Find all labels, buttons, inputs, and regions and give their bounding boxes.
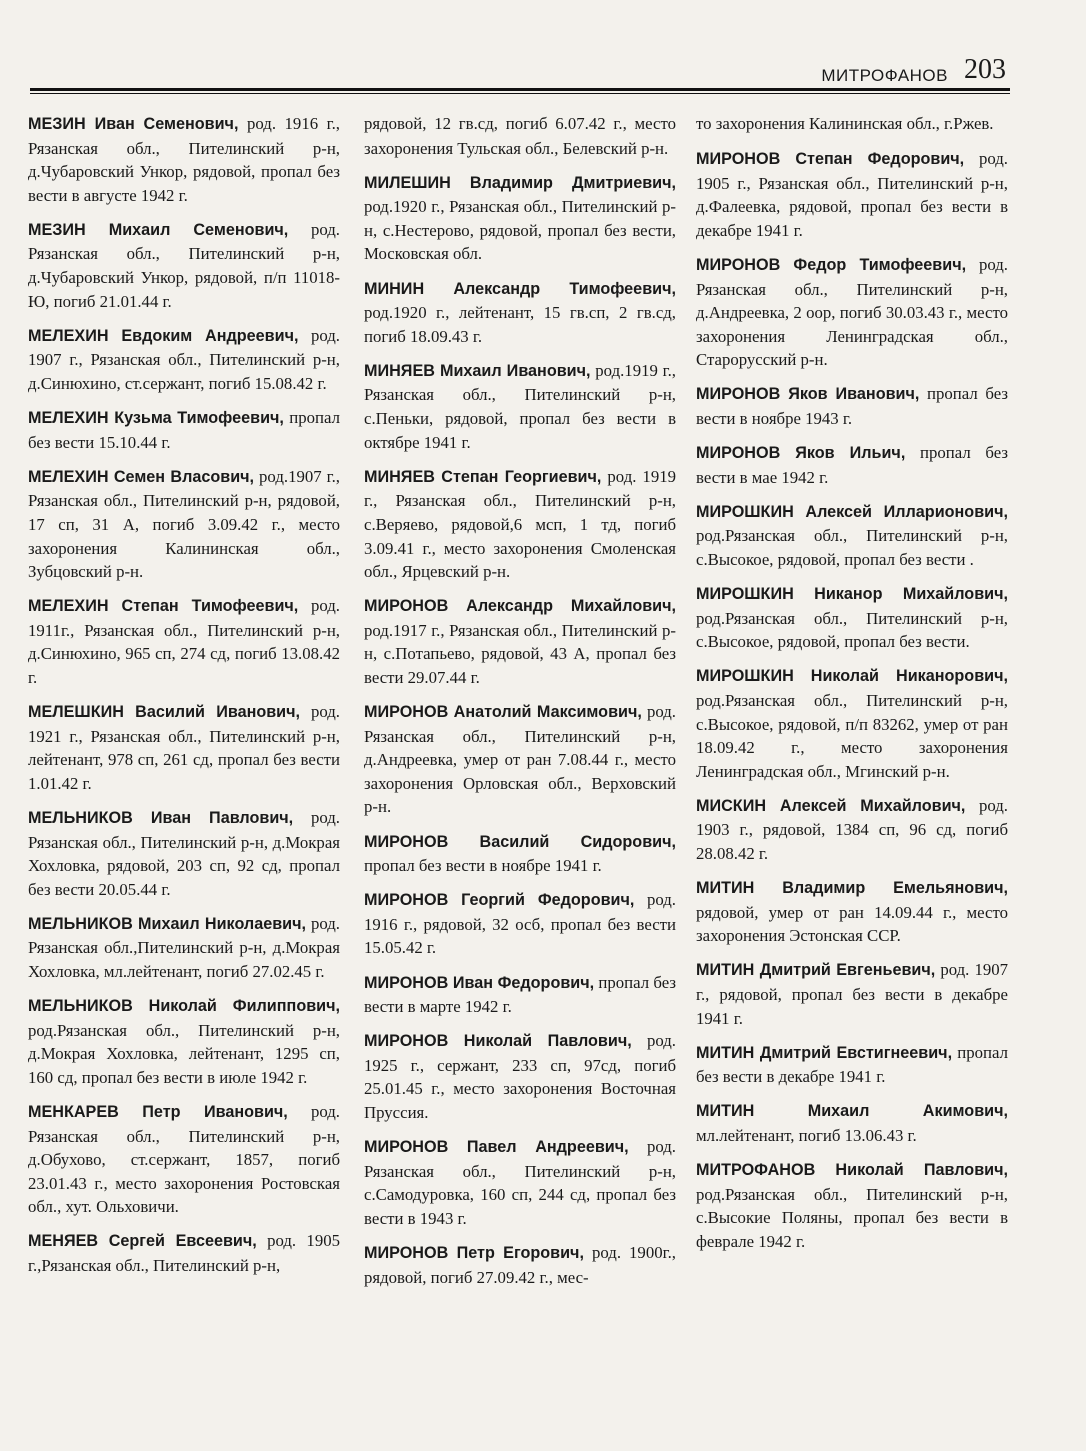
- column-1: [28, 112, 340, 1288]
- entry-text: род. Рязанская обл., Пителинский р-н, д.Андреевка, 2 оор, погиб 30.03.43 г., место захоронения Ленинградская обл., Старорусский р-н.: [696, 254, 1008, 370]
- entry: [364, 830, 676, 878]
- entry: [696, 794, 1008, 866]
- entry-name: МИНЯЕВ Михаил Иванович,: [364, 361, 591, 380]
- entry-name: МИРОНОВ Петр Егорович,: [364, 1243, 584, 1262]
- entry-text: род.1917 г., Рязанская обл., Пителинский р-н, с.Потапьево, рядовой, 43 А, пропал без вести 29.07.44 г.: [364, 620, 676, 687]
- entry-name: МИРОНОВ Анатолий Максимович,: [364, 703, 642, 722]
- entry-name: МЕЛЕХИН Семен Власович,: [28, 467, 255, 486]
- entry-name: МИРОНОВ Александр Михайлович,: [364, 597, 676, 616]
- entry: [696, 958, 1008, 1030]
- entry-name: МИТИН Дмитрий Евгеньевич,: [696, 961, 936, 980]
- entry: [364, 1241, 676, 1289]
- entry: [364, 594, 676, 689]
- page-number: 203: [964, 54, 1006, 85]
- entry: [28, 912, 340, 984]
- entry-text: род.Рязанская обл., Пителинский р-н, с.Высокое, рядовой, пропал без вести.: [696, 608, 1008, 652]
- entry: [696, 1099, 1008, 1147]
- entry-name: МИТИН Дмитрий Евстигнеевич,: [696, 1043, 953, 1062]
- entry: [364, 700, 676, 819]
- entry-text: мл.лейтенант, погиб 13.06.43 г.: [696, 1125, 917, 1145]
- entry: [364, 465, 676, 584]
- entry-text: род. 1905 г.,Рязанская обл., Пителинский р-н,: [28, 1231, 340, 1276]
- entry-name: МИРОНОВ Василий Сидорович,: [364, 832, 676, 851]
- entry-name: МЕЗИН Иван Семенович,: [28, 115, 239, 133]
- entry-name: МИРОНОВ Яков Иванович,: [696, 385, 920, 404]
- entry-text: род. Рязанская обл., Пителинский р-н, д.Чубаровский Ункор, рядовой, п/п 11018-Ю, погиб 21.01.44 г.: [28, 219, 340, 311]
- entry-name: МИРОНОВ Георгий Федорович,: [364, 891, 635, 910]
- entry-text: род. 1903 г., рядовой, 1384 сп, 96 сд, погиб 28.08.42 г.: [696, 795, 1008, 864]
- entry: [696, 1041, 1008, 1089]
- entry-text: род.1920 г., лейтенант, 15 гв.сп, 2 гв.сд, погиб 18.09.43 г.: [364, 303, 676, 346]
- header-rule-thin: [30, 93, 1010, 94]
- column-2: [364, 112, 676, 1300]
- entry-name: МИСКИН Алексей Михайлович,: [696, 796, 966, 815]
- entry-name: МИРОНОВ Иван Федорович,: [364, 973, 595, 992]
- entry-name: МИТИН Владимир Емельянович,: [696, 879, 1008, 898]
- entry-text: род. 1907 г., рядовой, пропал без вести в декабре 1941 г.: [696, 960, 1009, 1028]
- entry-text: род. Рязанская обл.,Пителинский р-н, д.Мокрая Хохловка, мл.лейтенант, погиб 27.02.45 г.: [28, 913, 341, 981]
- entry-text: рядовой, 12 гв.сд, погиб 6.07.42 г., место захоронения Тульская обл., Белевский р-н.: [364, 114, 676, 158]
- entry: [28, 465, 340, 584]
- entry-name: МЕЛЬНИКОВ Иван Павлович,: [28, 808, 294, 827]
- entry-text: пропал без вести в ноябре 1941 г.: [364, 856, 602, 876]
- entry-name: МЕНЯЕВ Сергей Евсеевич,: [28, 1232, 257, 1251]
- entry-text: род. 1900г., рядовой, погиб 27.09.42 г., мес-: [364, 1242, 676, 1287]
- entry-text: род. Рязанская обл., Пителинский р-н, д.Обухово, ст.сержант, 1857, погиб 23.01.43 г., место захоронения Ростовская обл., хут. Ольховичи.: [28, 1101, 340, 1217]
- running-head: [30, 54, 1010, 86]
- entry-text: род.Рязанская обл., Пителинский р-н, с.Высокое, рядовой, пропал без вести .: [696, 526, 1008, 569]
- entry-text: пропал без вести 15.10.44 г.: [28, 408, 340, 452]
- entry-name: МЕЛЕХИН Степан Тимофеевич,: [28, 597, 299, 616]
- entry-name: МИРОНОВ Федор Тимофеевич,: [696, 255, 967, 274]
- entry-text: род.Рязанская обл., Пителинский р-н, с.Высокие Поляны, пропал без вести в феврале 1942 г.: [696, 1184, 1008, 1251]
- entry: [696, 253, 1008, 372]
- entry: [28, 218, 340, 313]
- entry-text: род. 1911г., Рязанская обл., Пителинский р-н, д.Синюхино, 965 сп, 274 сд, погиб 13.08.42 г.: [28, 596, 340, 687]
- column-3: [696, 112, 1008, 1264]
- running-title: МИТРОФАНОВ: [821, 66, 948, 85]
- entry: [696, 112, 1008, 137]
- entry: [696, 582, 1008, 654]
- entry-text: род. Рязанская обл., Пителинский р-н, д.Андреевка, умер от ран 7.08.44 г., место захоронения Орловская обл., Верховский р-н.: [364, 702, 676, 817]
- entry-text: то захоронения Калининская обл., г.Ржев.: [696, 114, 994, 133]
- entry-text: род. 1905 г., Рязанская обл., Пителинский р-н, д.Фалеевка, рядовой, пропал без вести в декабре 1941 г.: [696, 149, 1008, 240]
- entry-text: род. 1907 г., Рязанская обл., Пителинский р-н, д.Синюхино, ст.сержант, погиб 15.08.42 г.: [28, 325, 340, 393]
- entry: [28, 806, 340, 901]
- entry: [28, 1229, 340, 1277]
- entry-name: МЕЛЬНИКОВ Михаил Николаевич,: [28, 914, 307, 933]
- entry: [696, 876, 1008, 948]
- entry-text: род. 1916 г., рядовой, 32 осб, пропал без вести 15.05.42 г.: [364, 890, 676, 958]
- entry: [364, 277, 676, 349]
- entry: [364, 1135, 676, 1230]
- entry: [364, 971, 676, 1019]
- entry: [696, 382, 1008, 430]
- entry-text: род. 1921 г., Рязанская обл., Пителинский р-н, лейтенант, 978 сп, 261 сд, пропал без вести 1.01.42 г.: [28, 702, 341, 793]
- entry-name: МЕЗИН Михаил Семенович,: [28, 220, 289, 239]
- header-rule-thick: [30, 88, 1010, 91]
- entry-name: МИЛЕШИН Владимир Дмитриевич,: [364, 173, 676, 192]
- entry: [696, 147, 1008, 242]
- entry: [364, 359, 676, 454]
- entry: [28, 112, 340, 207]
- entry-name: МИРОНОВ Николай Павлович,: [364, 1032, 632, 1051]
- entry: [28, 594, 340, 689]
- entry-name: МИРОНОВ Павел Андреевич,: [364, 1138, 629, 1157]
- entry-name: МИРОШКИН Алексей Илларионович,: [696, 502, 1008, 521]
- entry-text: род. 1925 г., сержант, 233 сп, 97сд, погиб 25.01.45 г., место захоронения Восточная Пруссия.: [364, 1031, 676, 1122]
- entry-name: МЕЛЕХИН Евдоким Андреевич,: [28, 326, 299, 345]
- entry: [364, 888, 676, 960]
- entry-name: МЕНКАРЕВ Петр Иванович,: [28, 1102, 288, 1121]
- entry: [28, 406, 340, 454]
- entry-text: род.Рязанская обл., Пителинский р-н, д.Мокрая Хохловка, лейтенант, 1295 сп, 160 сд, пропал без вести в июле 1942 г.: [28, 1020, 340, 1087]
- entry: [696, 441, 1008, 489]
- entry-name: МЕЛЕШКИН Василий Иванович,: [28, 703, 301, 722]
- entry-text: пропал без вести в декабре 1941 г.: [696, 1042, 1008, 1087]
- entry: [696, 664, 1008, 783]
- entry: [696, 1158, 1008, 1253]
- entry-name: МИРОНОВ Яков Ильич,: [696, 444, 906, 463]
- entry-name: МИРОШКИН Николай Никанорович,: [696, 667, 1008, 686]
- entry-text: пропал без вести в ноябре 1943 г.: [696, 384, 1008, 429]
- entry: [696, 500, 1008, 572]
- entry-text: рядовой, умер от ран 14.09.44 г., место захоронения Эстонская ССР.: [696, 902, 1008, 946]
- entry-text: пропал без вести в мае 1942 г.: [696, 443, 1009, 487]
- entry-text: род. 1916 г., Рязанская обл., Пителинский р-н, д.Чубаровский Ункор, рядовой, пропал без вести в августе 1942 г.: [28, 114, 340, 205]
- entry-name: МИТРОФАНОВ Николай Павлович,: [696, 1161, 1008, 1180]
- entry-name: МИНЯЕВ Степан Георгиевич,: [364, 467, 602, 486]
- entry: [28, 1100, 340, 1219]
- entry-name: МИРОНОВ Степан Федорович,: [696, 150, 965, 169]
- entry-text: род. Рязанская обл., Пителинский р-н, с.Самодуровка, 160 сп, 244 сд, пропал без вести в 1943 г.: [364, 1137, 677, 1228]
- entry-text: род.1907 г., Рязанская обл., Пителинский р-н, рядовой, 17 сп, 31 А, погиб 3.09.42 г., место захоронения Калининская обл., Зубцовский р-н.: [28, 466, 340, 582]
- entry: [28, 994, 340, 1089]
- entry-text: род.1919 г., Рязанская обл., Пителинский р-н, с.Пеньки, рядовой, пропал без вести в октябре 1941 г.: [364, 360, 676, 452]
- entry: [28, 700, 340, 795]
- entry-text: пропал без вести в марте 1942 г.: [364, 972, 677, 1017]
- entry-name: МЕЛЬНИКОВ Николай Филиппович,: [28, 997, 340, 1016]
- entry-name: МИТИН Михаил Акимович,: [696, 1102, 1008, 1121]
- entry: [364, 112, 676, 160]
- entry-text: род. Рязанская обл., Пителинский р-н, д.Мокрая Хохловка, рядовой, 203 сп, 92 сд, пропал без вести 20.05.44 г.: [28, 807, 340, 899]
- entry-text: род.1920 г., Рязанская обл., Пителинский р-н, с.Нестерово, рядовой, пропал без вести, Московская обл.: [364, 197, 676, 264]
- entry-text: род. 1919 г., Рязанская обл., Пителинский р-н, с.Веряево, рядовой,6 мсп, 1 тд, погиб 3.09.41 г., место захоронения Смоленская обл., Ярцевский р-н.: [364, 466, 676, 582]
- entry: [364, 171, 676, 266]
- entry-name: МИНИН Александр Тимофеевич,: [364, 279, 676, 298]
- entry-name: МИРОШКИН Никанор Михайлович,: [696, 585, 1008, 604]
- entry-name: МЕЛЕХИН Кузьма Тимофеевич,: [28, 409, 284, 428]
- entry: [364, 1029, 676, 1124]
- entry-text: род.Рязанская обл., Пителинский р-н, с.Высокое, рядовой, п/п 83262, умер от ран 18.09.42 г., место захоронения Ленинградская обл., Мгинский р-н.: [696, 690, 1008, 781]
- entry: [28, 324, 340, 396]
